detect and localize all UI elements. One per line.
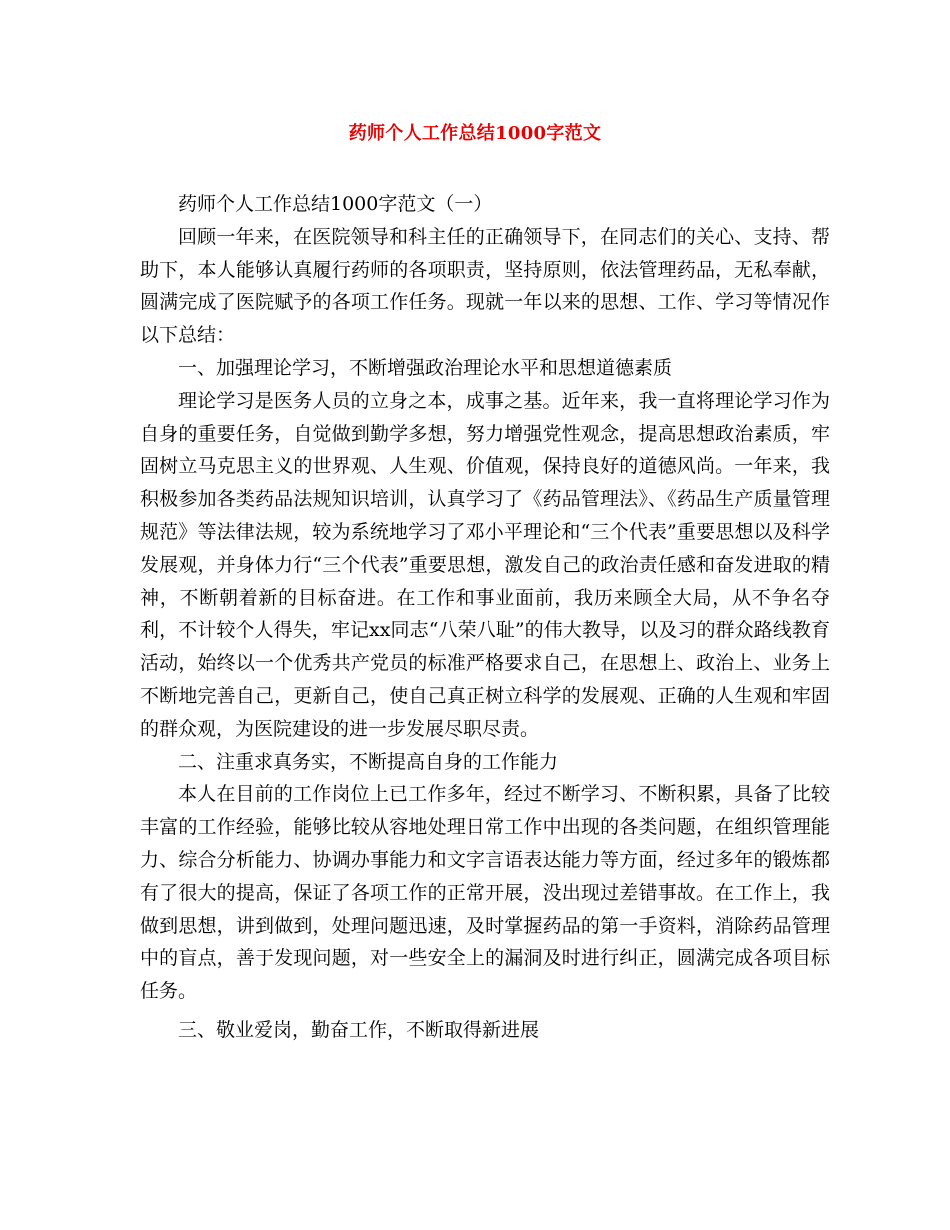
document-title: 药师个人工作总结1000字范文 bbox=[348, 123, 602, 144]
section-heading-1: 一、加强理论学习，不断增强政治理论水平和思想道德素质 bbox=[178, 356, 673, 379]
section-body-1: 理论学习是医务人员的立身之本，成事之基。近年来，我一直将理论学习作为自身的重要任务，自觉做到勤学多想，努力增强党性观念，提高思想政治素质，牢固树立马克思主义的世界观、人生观、价值观，保持良好的道德风尚。一年来，我积极参加各类药品法规知识培训，认真学习了《药品管理法》、《药品生产质量管理规范》等法律法规，较为系统地学习了邓小平理论和“三个代表”重要思想以及科学发展观，并身体力行“三个代表”重要思想，激发自己的政治责任感和奋发进取的精神，不断朝着新的目标奋进。在工作和事业面前，我历来顾全大局，从不争名夺利，不计较个人得失，牢记xx同志“八荣八耻”的伟大教导，以及习的群众路线教育活动，始终以一个优秀共产党员的标准严格要求自己，在思想上、政治上、业务上不断地完善自己，更新自己，使自己真正树立科学的发展观、正确的人生观和牢固的群众观，为医院建设的进一步发展尽职尽责。 bbox=[140, 389, 830, 740]
section-body-2: 本人在目前的工作岗位上已工作多年，经过不断学习、不断积累，具备了比较丰富的工作经验，能够比较从容地处理日常工作中出现的各类问题，在组织管理能力、综合分析能力、协调办事能力和文字言语表达能力等方面，经过多年的锻炼都有了很大的提高，保证了各项工作的正常开展，没出现过差错事故。在工作上，我做到思想，讲到做到，处理问题迅速，及时掌握药品的第一手资料，消除药品管理中的盲点，善于发现问题，对一些安全上的漏洞及时进行纠正，圆满完成各项目标任务。 bbox=[140, 783, 830, 1003]
section-heading-2: 二、注重求真务实，不断提高自身的工作能力 bbox=[178, 750, 559, 773]
intro-paragraph: 回顾一年来，在医院领导和科主任的正确领导下，在同志们的关心、支持、帮助下，本人能够认真履行药师的各项职责，坚持原则，依法管理药品，无私奉献，圆满完成了医院赋予的各项工作任务。现就一年以来的思想、工作、学习等情况作以下总结： bbox=[140, 225, 830, 347]
subtitle-paragraph: 药师个人工作总结1000字范文（一） bbox=[178, 193, 493, 215]
section-heading-3: 三、敬业爱岗，勤奋工作，不断取得新进展 bbox=[178, 1018, 540, 1041]
document-body bbox=[140, 188, 830, 1047]
